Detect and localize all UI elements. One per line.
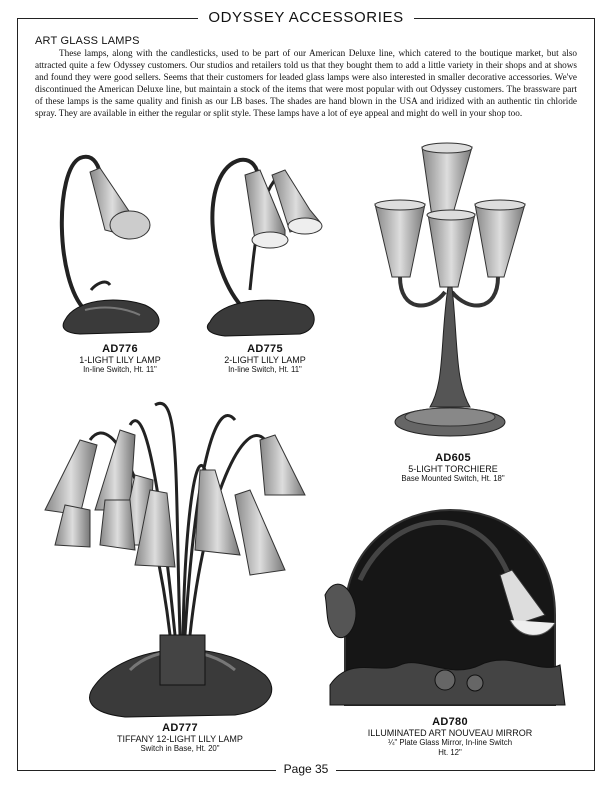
lamp-photo-ad777 <box>35 385 310 725</box>
caption-ad605 <box>378 452 528 484</box>
product-name: TIFFANY 12-LIGHT LILY LAMP <box>117 734 243 744</box>
product-code: AD780 <box>432 716 468 728</box>
mirror-photo-ad780 <box>320 505 575 715</box>
product-code: AD775 <box>247 343 283 355</box>
intro-paragraph: These lamps, along with the candlesticks, used to be part of our American Deluxe line, which catered to the boutique market, but also attracted quite a few Odyssey customers. Our studios and retailers told us that they bought them to add a little variety in their shops and at shows and found they were good sellers. Seems that their customers for leaded glass lamps were also interested in smaller decorative accessories. We've discontinued the American Deluxe line, but maintain a stock of the items that were most popular with out Odyssey customers. The brassware part of these lamps is the same quality and finish as our LB bases. The shades are hand blown in the USA and iridized with an authentic tin chloride spray. They are available in either the regular or split style. These lamps have a lot of eye appeal and might do well in your shop too. <box>35 48 577 118</box>
product-spec: In-line Switch, Ht. 11" <box>83 365 157 374</box>
caption-ad776 <box>60 343 180 375</box>
page-header <box>0 9 612 26</box>
product-code: AD605 <box>435 452 471 464</box>
product-spec: In-line Switch, Ht. 11" <box>228 365 302 374</box>
product-spec-height: Ht. 12" <box>438 748 462 757</box>
caption-ad775 <box>205 343 325 375</box>
product-code: AD776 <box>102 343 138 355</box>
lamp-photo-ad605 <box>370 142 530 447</box>
product-name: 5-LIGHT TORCHIERE <box>408 464 498 474</box>
product-spec: Switch in Base, Ht. 20" <box>140 744 220 753</box>
section-title: ART GLASS LAMPS <box>35 35 140 47</box>
caption-ad780 <box>350 716 550 758</box>
page-footer <box>0 762 612 776</box>
product-code: AD777 <box>162 722 198 734</box>
lamp-photo-ad775 <box>200 150 330 345</box>
product-name: ILLUMINATED ART NOUVEAU MIRROR <box>367 728 533 738</box>
product-name: 2-LIGHT LILY LAMP <box>224 355 306 365</box>
header-title: ODYSSEY ACCESSORIES <box>198 9 413 26</box>
page-number: Page 35 <box>276 762 337 776</box>
lamp-photo-ad776 <box>55 150 175 345</box>
caption-ad777 <box>95 722 265 754</box>
product-spec: ¼" Plate Glass Mirror, In-line Switch <box>387 738 513 747</box>
product-name: 1-LIGHT LILY LAMP <box>79 355 161 365</box>
product-spec: Base Mounted Switch, Ht. 18" <box>401 474 505 483</box>
